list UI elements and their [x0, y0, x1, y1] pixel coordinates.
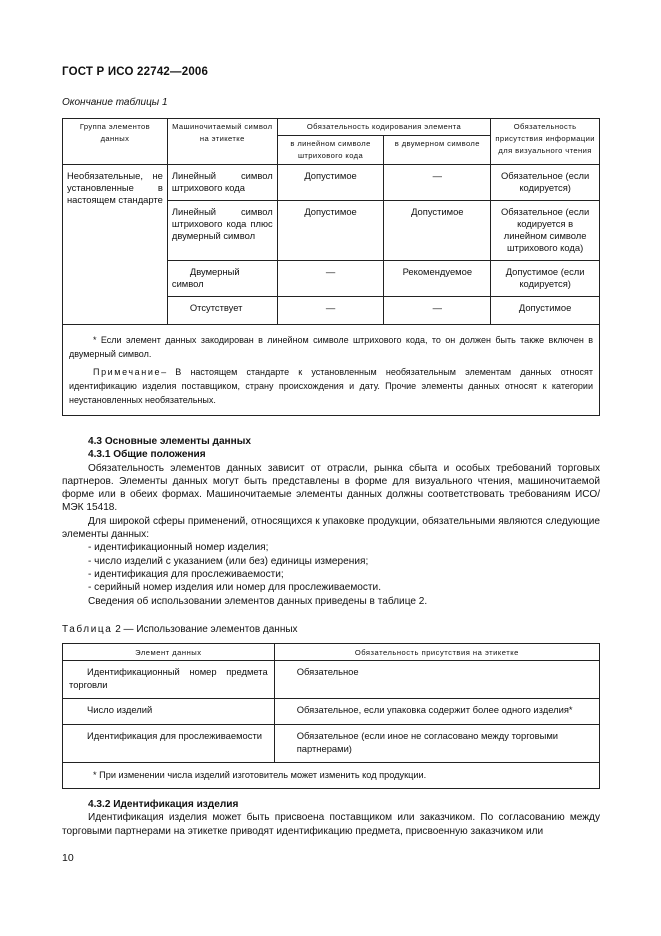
list-item: - серийный номер изделия или номер для прослеживаемости. — [88, 582, 381, 594]
cell-group: Необязательные, не установленные в настоящем стандарте — [63, 165, 168, 325]
table-1 — [62, 118, 600, 416]
cell-element: Идентификационный номер предмета торговли — [63, 661, 275, 699]
section-4-3-2 — [62, 798, 600, 838]
cell-presence: Допустимое (если кодируется) — [491, 261, 600, 297]
table-2-footnote: * При изменении числа изделий изготовитель может изменить код продукции. — [63, 763, 600, 789]
note-text: – В настоящем стандарте к установленным необязательным элементам данных относят идентификацию изделия поставщиком, страну происхождения и дату. Прочие элементы данных относят к категории неустановленных необязательных. — [69, 367, 593, 405]
cell-linear: Допустимое — [277, 201, 384, 261]
table-notes — [63, 325, 600, 416]
th-linear: в линейном символе штрихового кода — [277, 136, 384, 165]
paragraph: Для широкой сферы применений, относящихся к упаковке продукции, обязательными являются следующие элементы данных: — [62, 515, 600, 541]
cell-presence: Обязательное (если иное не согласовано между торговыми партнерами) — [274, 725, 599, 763]
document-header: ГОСТ Р ИСО 22742—2006 — [62, 66, 209, 78]
cell-linear: — — [277, 261, 384, 297]
cell-presence: Обязательное, если упаковка содержит более одного изделия* — [274, 699, 599, 725]
cell-element: Идентификация для прослеживаемости — [63, 725, 275, 763]
cell-presence: Допустимое — [491, 297, 600, 325]
paragraph: Сведения об использовании элементов данных приведены в таблице 2. — [88, 595, 428, 607]
table-2-caption — [62, 624, 298, 635]
heading-4-3-1: 4.3.1 Общие положения — [88, 449, 206, 461]
paragraph: Обязательность элементов данных зависит от отрасли, рынка сбыта и особых требований торговых партнеров. Элементы данных могут быть представлены в форме для визуального чтения, машиночитаемой форме или в обеих формах. Машиночитаемые элементы данных должны соответствовать требованиям ИСО/МЭК 15418. — [62, 462, 600, 514]
cell-twod: — — [384, 165, 491, 201]
cell-symbol: Двумерный символ — [167, 261, 277, 297]
th-group: Группа элементов данных — [63, 119, 168, 165]
page-number: 10 — [62, 852, 74, 864]
table-2 — [62, 643, 600, 789]
table-footnote: * Если элемент данных закодирован в линейном символе штрихового кода, то он должен быть также включен в двумерный символ. — [69, 335, 593, 359]
cell-presence: Обязательное (если кодируется) — [491, 165, 600, 201]
cell-symbol: Отсутствует — [167, 297, 277, 325]
th-element: Элемент данных — [63, 644, 275, 661]
section-4-3 — [62, 435, 600, 608]
cell-twod: — — [384, 297, 491, 325]
cell-linear: — — [277, 297, 384, 325]
heading-4-3: 4.3 Основные элементы данных — [88, 436, 251, 447]
cell-symbol: Линейный символ штрихового кода — [167, 165, 277, 201]
th-symbol: Машиночитаемый символ на этикетке — [167, 119, 277, 165]
list-item: - число изделий с указанием (или без) единицы измерения; — [88, 555, 369, 567]
caption-label: Таблица — [62, 624, 113, 635]
th-twod: в двумерном символе — [384, 136, 491, 165]
note-label: Примечание — [93, 367, 162, 377]
cell-twod: Допустимое — [384, 201, 491, 261]
list-item: - идентификационный номер изделия; — [88, 542, 269, 554]
paragraph: Идентификация изделия может быть присвоена поставщиком или заказчиком. По согласованию между торговыми партнерами на этикетке приводят идентификацию предмета, присвоенную заказчиком или — [62, 812, 600, 837]
cell-element: Число изделий — [63, 699, 275, 725]
cell-linear: Допустимое — [277, 165, 384, 201]
table-note — [69, 365, 593, 407]
cell-twod: Рекомендуемое — [384, 261, 491, 297]
list-item: - идентификация для прослеживаемости; — [88, 568, 284, 580]
table-continuation-label: Окончание таблицы 1 — [62, 97, 168, 108]
heading-4-3-2: 4.3.2 Идентификация изделия — [88, 799, 239, 810]
cell-presence: Обязательное (если кодируется в линейном символе штрихового кода) — [491, 201, 600, 261]
th-presence: Обязательность присутствия на этикетке — [274, 644, 599, 661]
caption-text: 2 — Использование элементов данных — [115, 624, 298, 635]
cell-presence: Обязательное — [274, 661, 599, 699]
th-encoding: Обязательность кодирования элемента — [277, 119, 491, 136]
cell-symbol: Линейный символ штрихового кода плюс двумерный символ — [167, 201, 277, 261]
th-presence: Обязательность присутствия информации для визуального чтения — [491, 119, 600, 165]
